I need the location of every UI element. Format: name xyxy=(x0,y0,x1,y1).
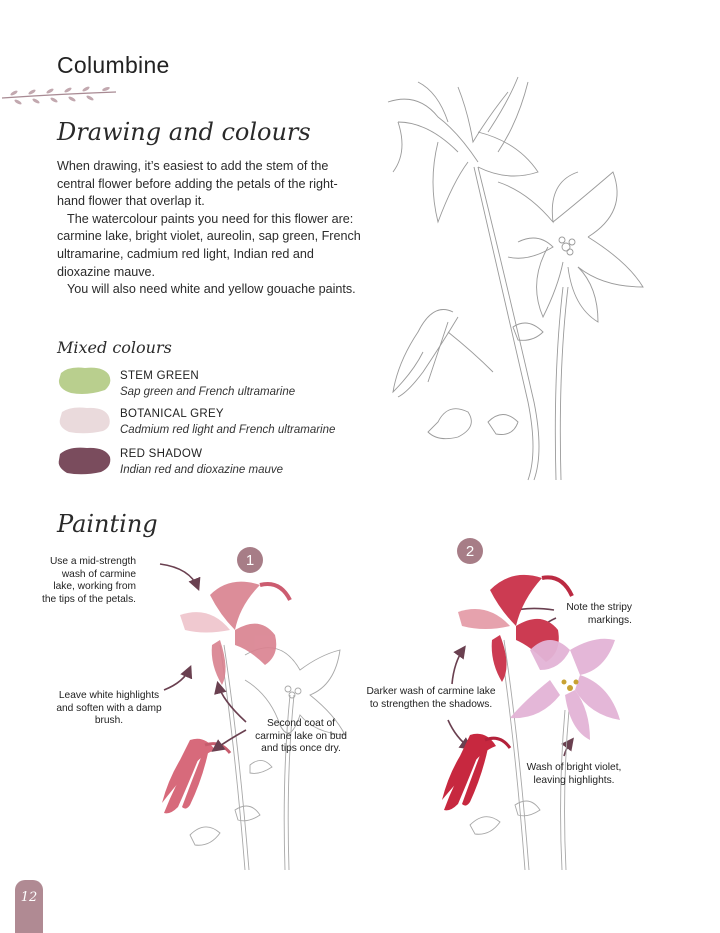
mix-description: Cadmium red light and French ultramarine xyxy=(120,424,336,436)
mix-name: RED SHADOW xyxy=(120,448,203,460)
annotation-note: Use a mid-strength wash of carmine lake, working from the tips of the petals. xyxy=(41,556,136,605)
annotation-note: Note the stripy markings. xyxy=(566,602,632,626)
step-2-badge: 2 xyxy=(457,538,483,564)
mixed-colours-heading: Mixed colours xyxy=(57,338,172,357)
mix-name: BOTANICAL GREY xyxy=(120,408,224,420)
painting-heading: Painting xyxy=(57,510,158,538)
botanical-grey-swatch xyxy=(57,405,111,435)
annotation-note: Wash of bright violet, leaving highlights. xyxy=(526,762,622,786)
instruction-paragraph: You will also need white and yellow gouache paints. xyxy=(67,282,356,297)
annotation-note: Second coat of carmine lake on bud and tips once dry. xyxy=(255,718,347,755)
page-number-tab xyxy=(15,880,43,933)
annotation-note: Darker wash of carmine lake to strengthen the shadows. xyxy=(366,686,496,710)
page-title: Columbine xyxy=(57,52,170,78)
stem-green-swatch xyxy=(57,365,111,395)
mix-name: STEM GREEN xyxy=(120,370,200,382)
drawing-heading: Drawing and colours xyxy=(57,118,311,146)
pencil-sketch xyxy=(378,72,648,482)
page-number: 12 xyxy=(20,890,38,905)
instruction-paragraph: When drawing, it’s easiest to add the stem of the central flower before adding the petals of the right-hand flower that overlap it. xyxy=(57,159,338,209)
leaf-sprig-icon xyxy=(0,84,120,108)
mix-description: Indian red and dioxazine mauve xyxy=(120,464,284,476)
step-1-badge: 1 xyxy=(237,547,263,573)
mix-description: Sap green and French ultramarine xyxy=(120,386,296,398)
instruction-paragraph: The watercolour paints you need for this flower are: carmine lake, bright violet, aureolin, sap green, French ultramarine, cadmium red light, Indian red and dioxazine mauve. xyxy=(57,211,361,279)
drawing-instructions xyxy=(57,158,362,299)
red-shadow-swatch xyxy=(57,445,111,475)
annotation-note: Leave white highlights and soften with a damp brush. xyxy=(56,690,162,727)
